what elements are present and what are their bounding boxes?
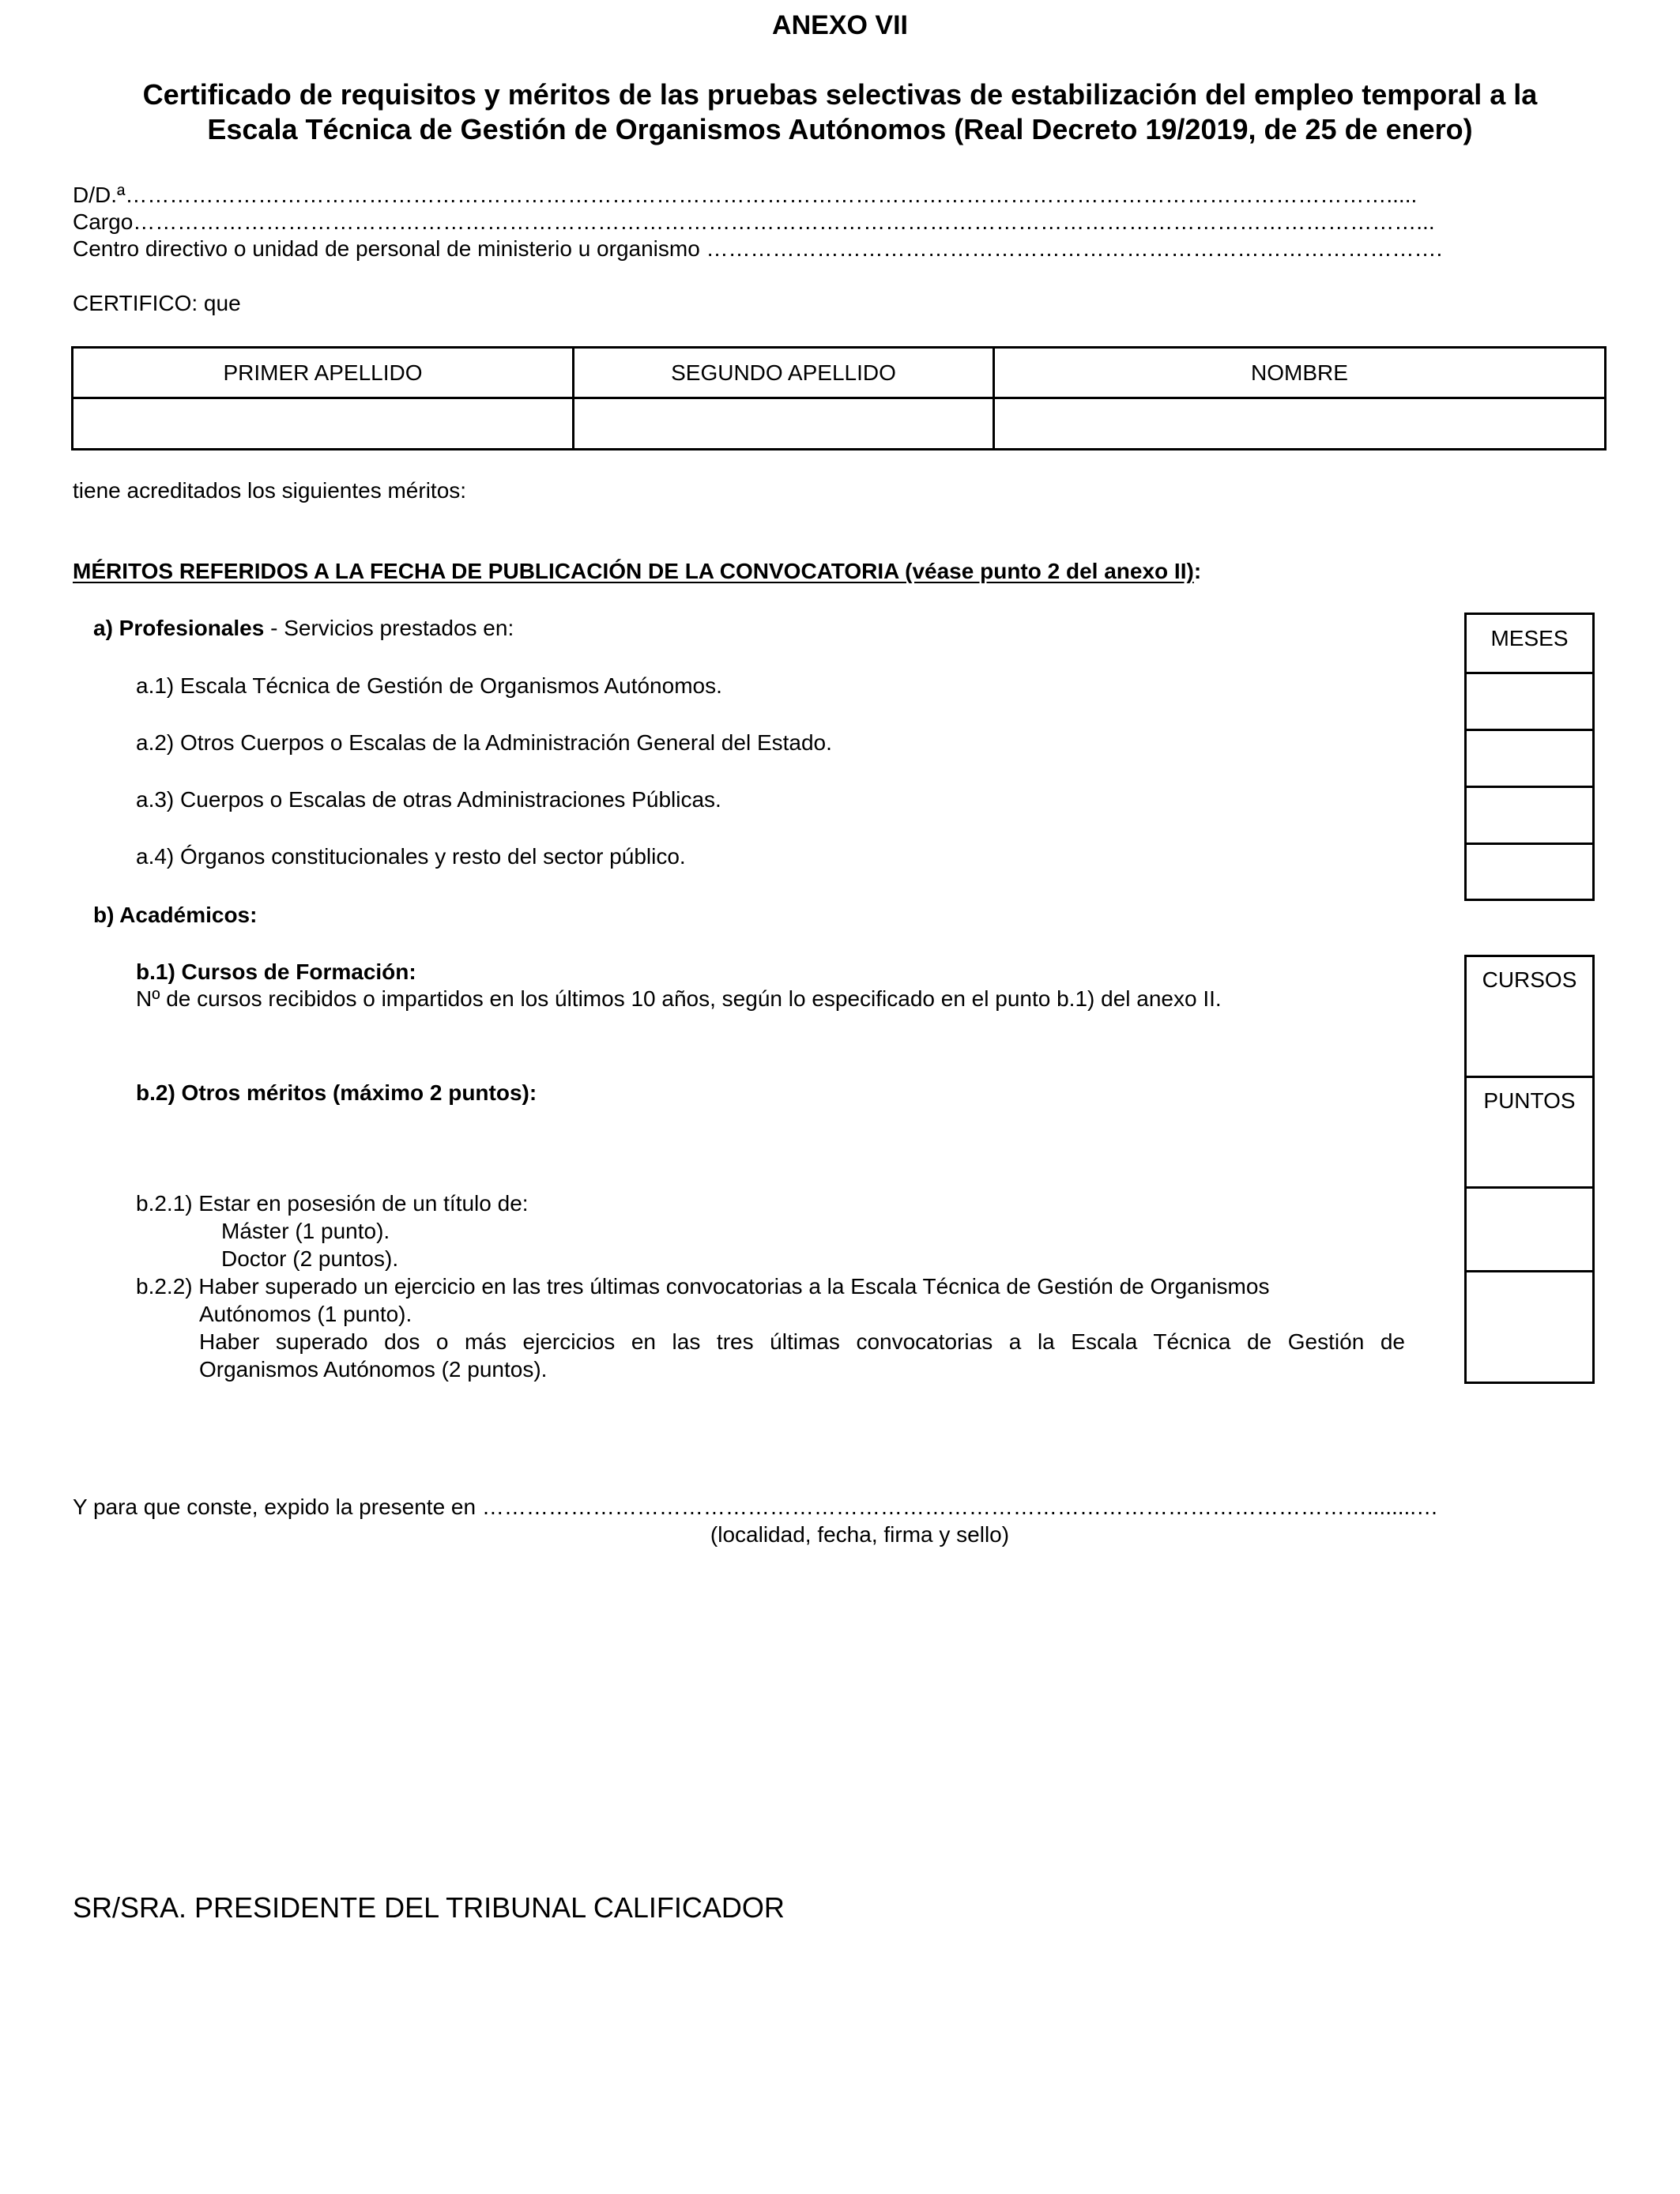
merit-b21-doctor: Doctor (2 puntos). bbox=[221, 1246, 399, 1271]
meses-label: MESES bbox=[1490, 626, 1569, 650]
accredited-text: tiene acreditados los siguientes méritos: bbox=[73, 478, 467, 503]
merit-a4: a.4) Órganos constitucionales y resto del sector público. bbox=[136, 844, 686, 869]
cursos-box[interactable] bbox=[1464, 955, 1595, 1078]
merit-b22-line-2: Autónomos (1 punto). bbox=[199, 1302, 412, 1326]
document-title-line-2: Escala Técnica de Gestión de Organismos Autónomos (Real Decreto 19/2019, de 25 de enero) bbox=[207, 113, 1473, 145]
puntos-box[interactable] bbox=[1464, 1076, 1595, 1189]
header-segundo-apellido: SEGUNDO APELLIDO bbox=[574, 348, 994, 398]
primer-apellido-cell[interactable] bbox=[73, 398, 574, 450]
merits-heading bbox=[73, 558, 1201, 585]
merit-b21: b.2.1) Estar en posesión de un título de: bbox=[136, 1191, 529, 1216]
cursos-label: CURSOS bbox=[1482, 967, 1577, 992]
cursos-formacion-label: b.1) Cursos de Formación: bbox=[136, 959, 416, 984]
merit-b22-line-3: Haber superado dos o más ejercicios en las tres últimas convocatorias a la Escala Técnica de Gestión de bbox=[199, 1329, 1405, 1354]
meses-a4-box[interactable] bbox=[1464, 843, 1595, 901]
meses-header-box bbox=[1464, 613, 1595, 674]
header-primer-apellido: PRIMER APELLIDO bbox=[73, 348, 574, 398]
academicos-heading: b) Académicos: bbox=[93, 903, 258, 927]
segundo-apellido-cell[interactable] bbox=[574, 398, 994, 450]
cargo-field[interactable]: Cargo…………………………………………………………………………………………………………………………………………………………... bbox=[73, 209, 1435, 234]
expido-hint: (localidad, fecha, firma y sello) bbox=[710, 1522, 1010, 1547]
document-title-line-1: Certificado de requisitos y méritos de las pruebas selectivas de estabilización del empleo temporal a la bbox=[142, 78, 1538, 111]
header-nombre: NOMBRE bbox=[994, 348, 1606, 398]
otros-meritos-label: b.2) Otros méritos (máximo 2 puntos): bbox=[136, 1080, 537, 1105]
puntos-b22-box[interactable] bbox=[1464, 1270, 1595, 1384]
puntos-label: PUNTOS bbox=[1483, 1088, 1576, 1113]
merit-b21-master: Máster (1 punto). bbox=[221, 1219, 390, 1243]
dd-field[interactable]: D/D.ª………………………………………………………………………………………………………………………………………………………..... bbox=[73, 183, 1418, 207]
cursos-formacion-text: Nº de cursos recibidos o impartidos en los últimos 10 años, según lo especificado en el punto b.1) del anexo II. bbox=[136, 986, 1222, 1011]
annex-title: ANEXO VII bbox=[772, 10, 908, 40]
puntos-b21-box[interactable] bbox=[1464, 1186, 1595, 1272]
addressee: SR/SRA. PRESIDENTE DEL TRIBUNAL CALIFICADOR bbox=[73, 1891, 785, 1924]
profesionales-heading bbox=[93, 615, 514, 642]
merit-a1: a.1) Escala Técnica de Gestión de Organismos Autónomos. bbox=[136, 673, 722, 698]
certifico-label: CERTIFICO: que bbox=[73, 291, 241, 315]
merits-heading-text: MÉRITOS REFERIDOS A LA FECHA DE PUBLICACIÓN DE LA CONVOCATORIA (véase punto 2 del anexo II) bbox=[73, 559, 1194, 583]
meses-a1-box[interactable] bbox=[1464, 672, 1595, 731]
merits-heading-colon: : bbox=[1193, 559, 1202, 583]
merit-a3: a.3) Cuerpos o Escalas de otras Administraciones Públicas. bbox=[136, 787, 721, 812]
merit-a2: a.2) Otros Cuerpos o Escalas de la Administración General del Estado. bbox=[136, 730, 832, 755]
merit-b22-line-1: b.2.2) Haber superado un ejercicio en las tres últimas convocatorias a la Escala Técnica de Gestión de Organismos bbox=[136, 1274, 1270, 1299]
names-table bbox=[71, 346, 1607, 450]
profesionales-rest: - Servicios prestados en: bbox=[264, 616, 514, 640]
nombre-cell[interactable] bbox=[994, 398, 1606, 450]
expido-line[interactable]: Y para que conste, expido la presente en …………………………………………………………………………………………………………........… bbox=[73, 1495, 1439, 1519]
meses-a2-box[interactable] bbox=[1464, 729, 1595, 788]
merit-b22-line-4: Organismos Autónomos (2 puntos). bbox=[199, 1357, 548, 1382]
meses-a3-box[interactable] bbox=[1464, 786, 1595, 845]
centro-field[interactable]: Centro directivo o unidad de personal de ministerio u organismo ………………………………………………………………………………………. bbox=[73, 236, 1443, 261]
profesionales-label: a) Profesionales bbox=[93, 616, 265, 640]
